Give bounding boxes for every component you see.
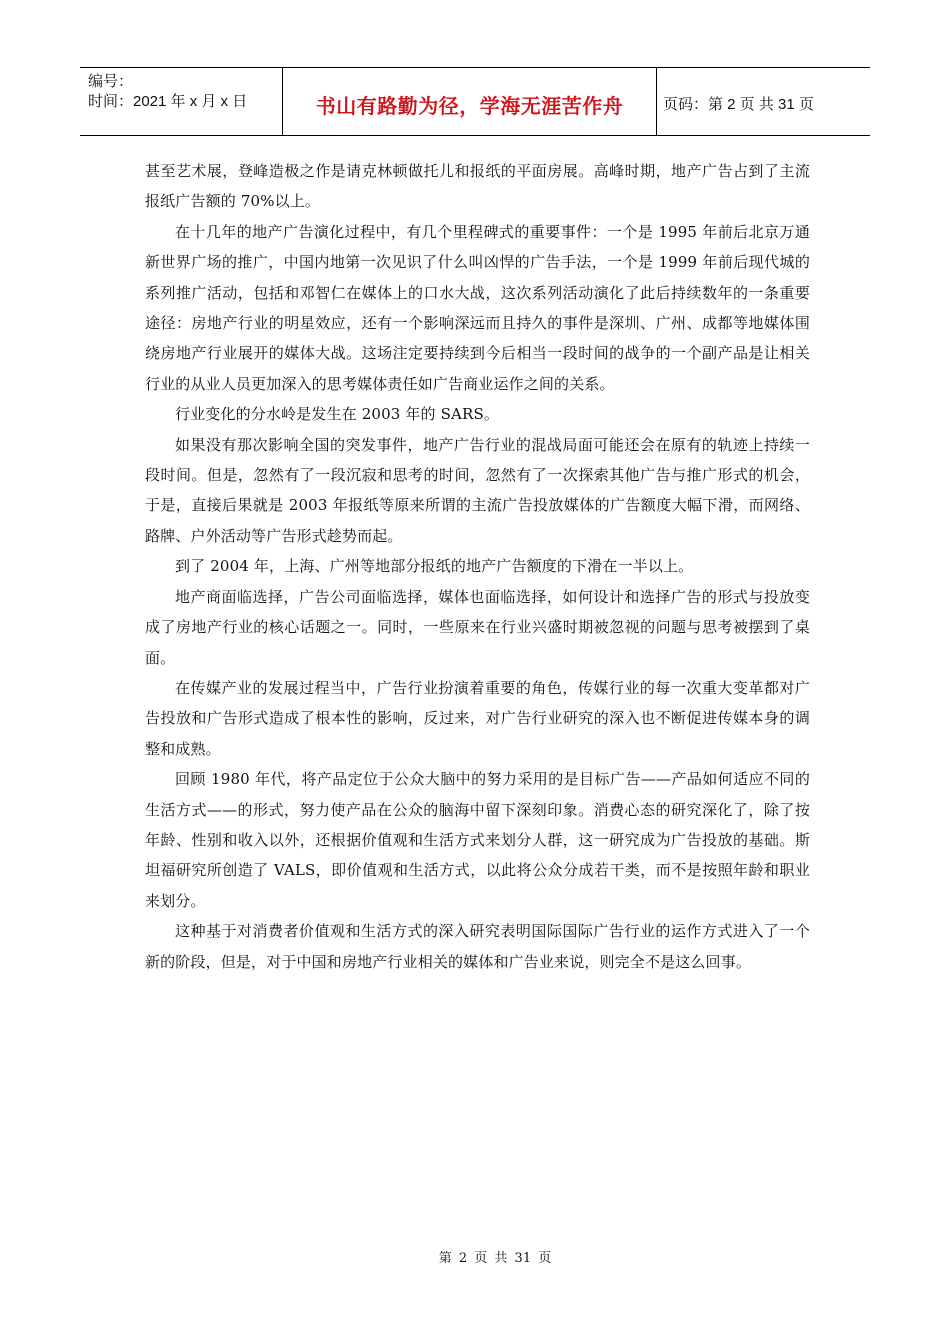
paragraph: 这种基于对消费者价值观和生活方式的深入研究表明国际国际广告行业的运作方式进入了一个新的阶段，但是，对于中国和房地产行业相关的媒体和广告业来说，则完全不是这么回事。 (145, 922, 810, 971)
header-meta-cell (80, 68, 283, 135)
footer-page-number: 第 2 页 共 31 页 (438, 1251, 552, 1266)
paragraph: 在十几年的地产广告演化过程中，有几个里程碑式的重要事件：一个是 1995 年前后北京万通新世界广场的推广，中国内地第一次见识了什么叫凶悍的广告手法，一个是 1999 年前后现代城的系列推广活动，包括和邓智仁在媒体上的口水大战，这次系列活动演化了此后持续数年的一条重要途径：房地产行业的明星效应，还有一个影响深远而且持久的事件是深圳、广州、成都等地媒体围绕房地产行业展开的媒体大战。这场注定要持续到今后相当一段时间的战争的一个副产品是让相关行业的从业人员更加深入的思考媒体责任如广告商业运作之间的关系。 (145, 222, 810, 393)
paragraph: 回顾 1980 年代，将产品定位于公众大脑中的努力采用的是目标广告——产品如何适应不同的生活方式——的形式，努力使产品在公众的脑海中留下深刻印象。消费心态的研究深化了，除了按年龄、性别和收入以外，还根据价值观和生活方式来划分人群，这一研究成为广告投放的基础。斯坦福研究所创造了 VALS，即价值观和生活方式，以此将公众分成若干类，而不是按照年龄和职业来划分。 (145, 770, 810, 910)
page-footer (0, 1247, 950, 1266)
document-number-label: 编号： (88, 73, 134, 90)
document-body (145, 156, 810, 977)
paragraph: 地产商面临选择，广告公司面临选择，媒体也面临选择，如何设计和选择广告的形式与投放变成了房地产行业的核心话题之一。同时，一些原来在行业兴盛时期被忽视的问题与思考被摆到了桌面。 (145, 587, 810, 667)
paragraph: 如果没有那次影响全国的突发事件，地产广告行业的混战局面可能还会在原有的轨迹上持续一段时间。但是，忽然有了一段沉寂和思考的时间，忽然有了一次探索其他广告与推广形式的机会，于是，直接后果就是 2003 年报纸等原来所谓的主流广告投放媒体的广告额度大幅下滑，而网络、路牌、户外活动等广告形式趁势而起。 (145, 435, 810, 545)
paragraph: 到了 2004 年，上海、广州等地部分报纸的地产广告额度的下滑在一半以上。 (175, 557, 694, 576)
header-motto: 书山有路勤为径，学海无涯苦作舟 (315, 94, 624, 118)
paragraph: 甚至艺术展，登峰造极之作是请克林顿做托儿和报纸的平面房展。高峰时期，地产广告占到了主流报纸广告额的 70%以上。 (145, 162, 810, 211)
paragraph: 行业变化的分水岭是发生在 2003 年的 SARS。 (175, 405, 500, 424)
page-header (80, 67, 870, 136)
header-motto-cell (283, 68, 657, 135)
header-page-info: 页码：第 2 页 共 31 页 (663, 96, 814, 113)
header-page-cell (657, 68, 870, 135)
paragraph: 在传媒产业的发展过程当中，广告行业扮演着重要的角色，传媒行业的每一次重大变革都对广告投放和广告形式造成了根本性的影响，反过来，对广告行业研究的深入也不断促进传媒本身的调整和成熟。 (145, 678, 810, 758)
document-date: 时间：2021 年 x 月 x 日 (88, 93, 248, 110)
